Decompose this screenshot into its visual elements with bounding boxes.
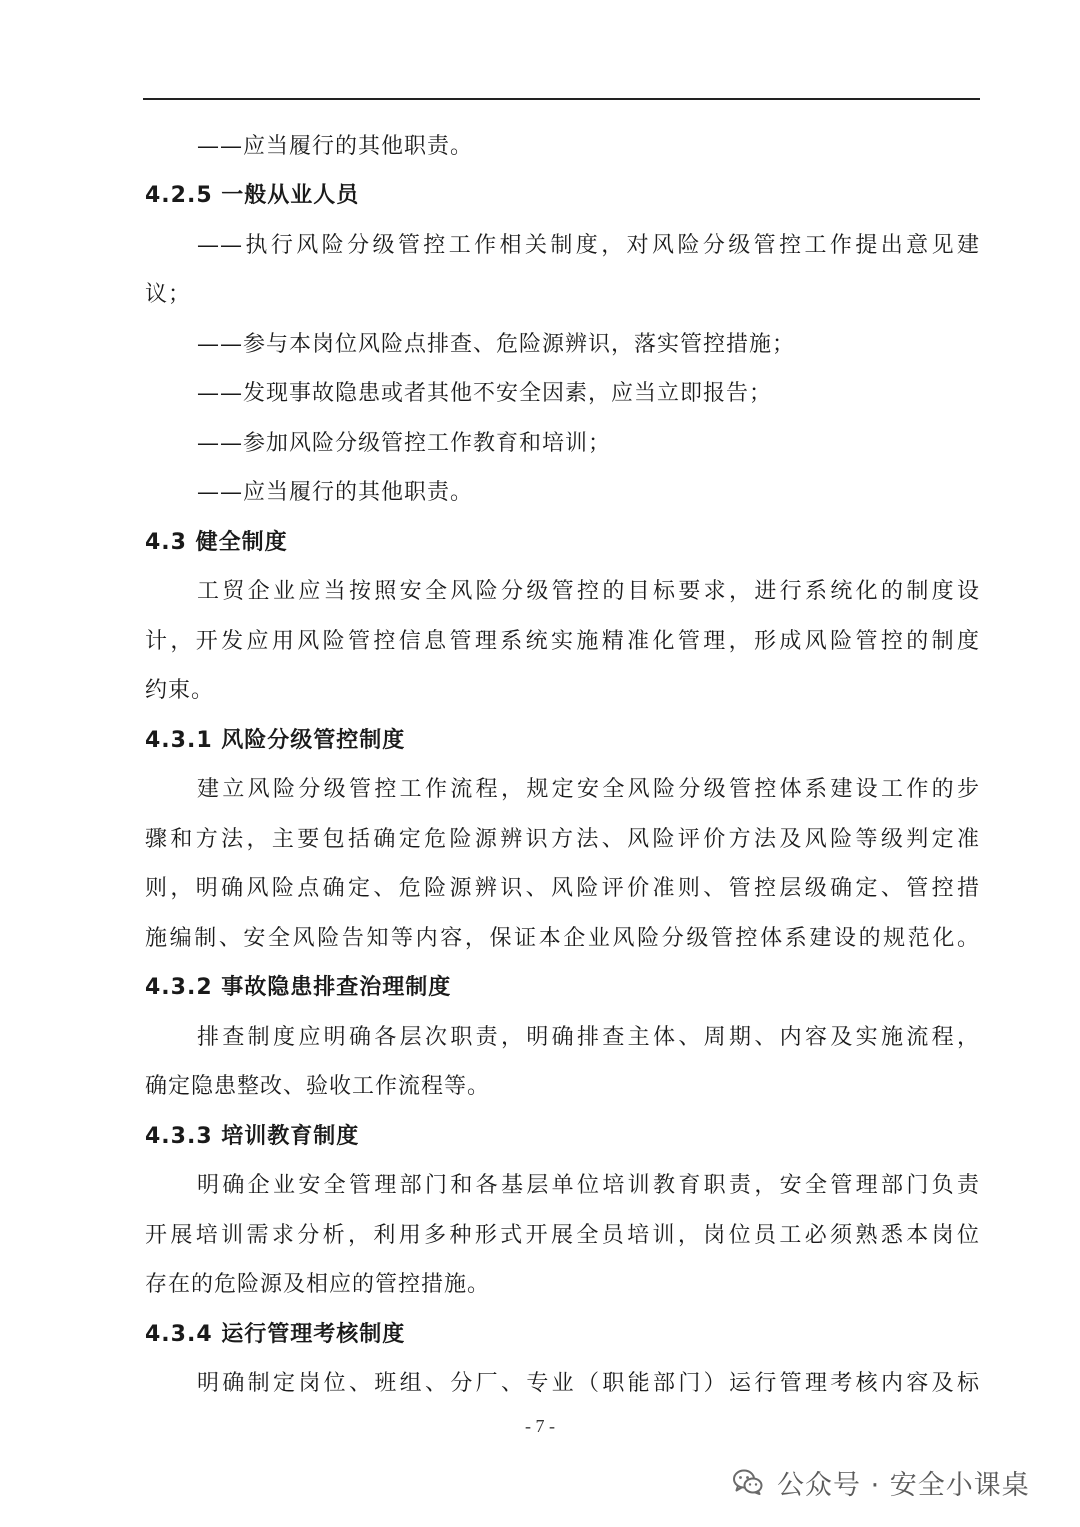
header-rule <box>143 98 980 100</box>
body-line: 存在的危险源及相应的管控措施。 <box>145 1272 491 1297</box>
section-heading: 4.3.4 运行管理考核制度 <box>145 1322 406 1347</box>
body-line: 施编制、安全风险告知等内容，保证本企业风险分级管控体系建设的规范化。 <box>145 926 980 951</box>
body-line: ——参与本岗位风险点排查、危险源辨识，落实管控措施； <box>197 332 796 357</box>
section-heading: 4.3.2 事故隐患排查治理制度 <box>145 975 452 1000</box>
body-line: 工贸企业应当按照安全风险分级管控的目标要求，进行系统化的制度设 <box>197 579 980 604</box>
watermark <box>733 1462 1030 1502</box>
body-line: ——执行风险分级管控工作相关制度，对风险分级管控工作提出意见建 <box>197 233 980 258</box>
body-line: 约束。 <box>145 678 215 703</box>
body-line: 建立风险分级管控工作流程，规定安全风险分级管控体系建设工作的步 <box>197 777 980 802</box>
section-heading: 4.3 健全制度 <box>145 530 288 555</box>
body-line: 明确制定岗位、班组、分厂、专业（职能部门）运行管理考核内容及标 <box>197 1371 980 1396</box>
body-line: 骤和方法，主要包括确定危险源辨识方法、风险评价方法及风险等级判定准 <box>145 827 980 852</box>
body-line: 则，明确风险点确定、危险源辨识、风险评价准则、管控层级确定、管控措 <box>145 876 980 901</box>
watermark-text: 公众号 · 安全小课桌 <box>777 1469 1030 1501</box>
body-line: 排查制度应明确各层次职责，明确排查主体、周期、内容及实施流程， <box>197 1025 980 1050</box>
page-number: - 7 - <box>525 1416 555 1436</box>
body-line: ——发现事故隐患或者其他不安全因素，应当立即报告； <box>197 381 773 406</box>
section-heading: 4.2.5 一般从业人员 <box>145 183 360 208</box>
body-line: ——应当履行的其他职责。 <box>197 480 474 505</box>
body-line: ——应当履行的其他职责。 <box>197 134 474 159</box>
section-heading: 4.3.1 风险分级管控制度 <box>145 728 406 753</box>
body-line: 议； <box>145 282 192 307</box>
body-line: 明确企业安全管理部门和各基层单位培训教育职责，安全管理部门负责 <box>197 1173 980 1198</box>
body-line: 计，开发应用风险管控信息管理系统实施精准化管理，形成风险管控的制度 <box>145 629 980 654</box>
body-line: 确定隐患整改、验收工作流程等。 <box>145 1074 491 1099</box>
wechat-icon <box>733 1469 763 1495</box>
section-heading: 4.3.3 培训教育制度 <box>145 1124 360 1149</box>
body-line: ——参加风险分级管控工作教育和培训； <box>197 431 612 456</box>
body-line: 开展培训需求分析，利用多种形式开展全员培训，岗位员工必须熟悉本岗位 <box>145 1223 980 1248</box>
